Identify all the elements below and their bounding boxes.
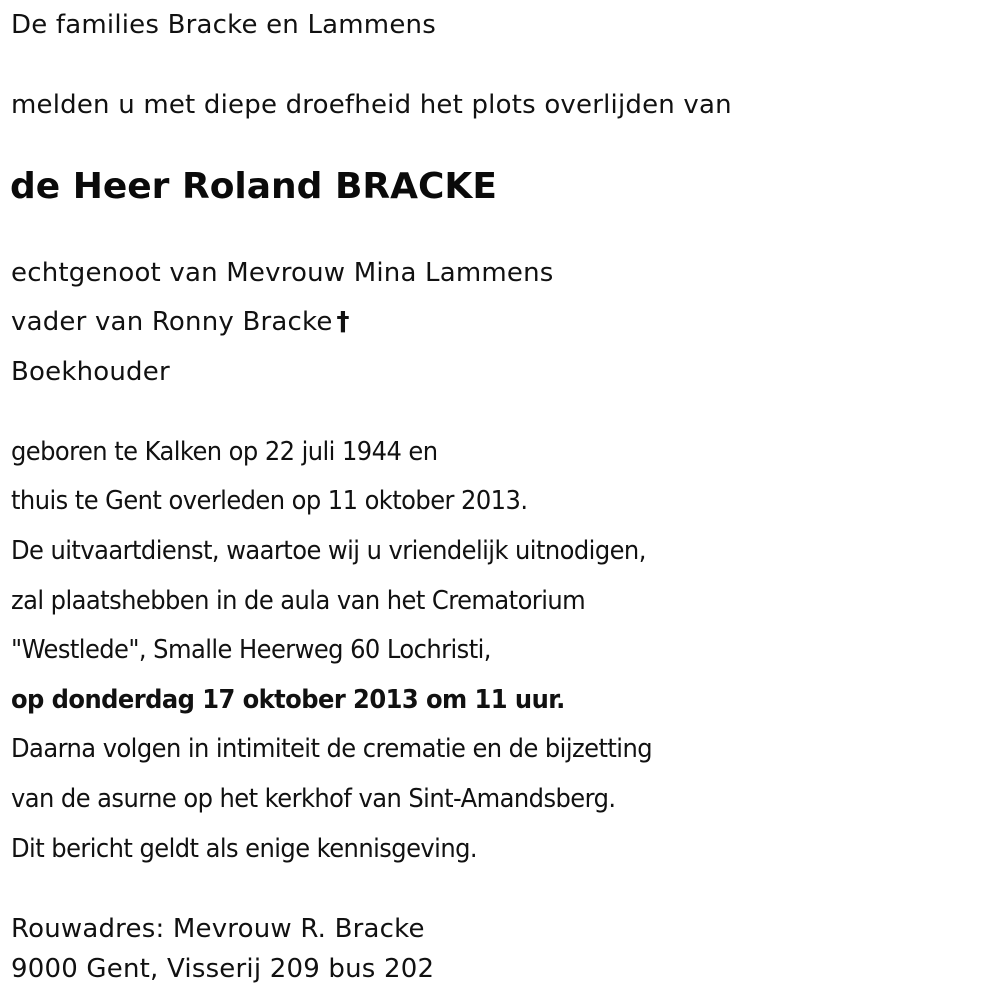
detail-death: thuis te Gent overleden op 11 oktober 2013. [11, 486, 528, 516]
relation-child [11, 307, 350, 337]
relation-child-text: vader van Ronny Bracke [11, 307, 333, 337]
detail-service-location: zal plaatshebben in de aula van het Crematorium [11, 586, 586, 616]
closing-cremation: Daarna volgen in intimiteit de crematie en de bijzetting [11, 734, 653, 764]
announcement-text: melden u met diepe droefheid het plots overlijden van [11, 90, 732, 120]
occupation: Boekhouder [11, 357, 170, 387]
mourning-address-name: Rouwadres: Mevrouw R. Bracke [11, 914, 425, 944]
deceased-name: de Heer Roland BRACKE [10, 166, 497, 207]
detail-service-address: "Westlede", Smalle Heerweg 60 Lochristi, [11, 635, 491, 665]
detail-birth: geboren te Kalken op 22 juli 1944 en [11, 437, 438, 467]
service-datetime: op donderdag 17 oktober 2013 om 11 uur. [11, 685, 565, 715]
relation-spouse: echtgenoot van Mevrouw Mina Lammens [11, 258, 554, 288]
families-intro: De families Bracke en Lammens [11, 10, 436, 40]
mourning-address-street: 9000 Gent, Visserij 209 bus 202 [11, 954, 435, 984]
cross-icon: † [336, 307, 350, 337]
closing-burial: van de asurne op het kerkhof van Sint-Amandsberg. [11, 784, 616, 814]
closing-notice: Dit bericht geldt als enige kennisgeving. [11, 834, 478, 864]
detail-service-invite: De uitvaartdienst, waartoe wij u vriendelijk uitnodigen, [11, 536, 646, 566]
